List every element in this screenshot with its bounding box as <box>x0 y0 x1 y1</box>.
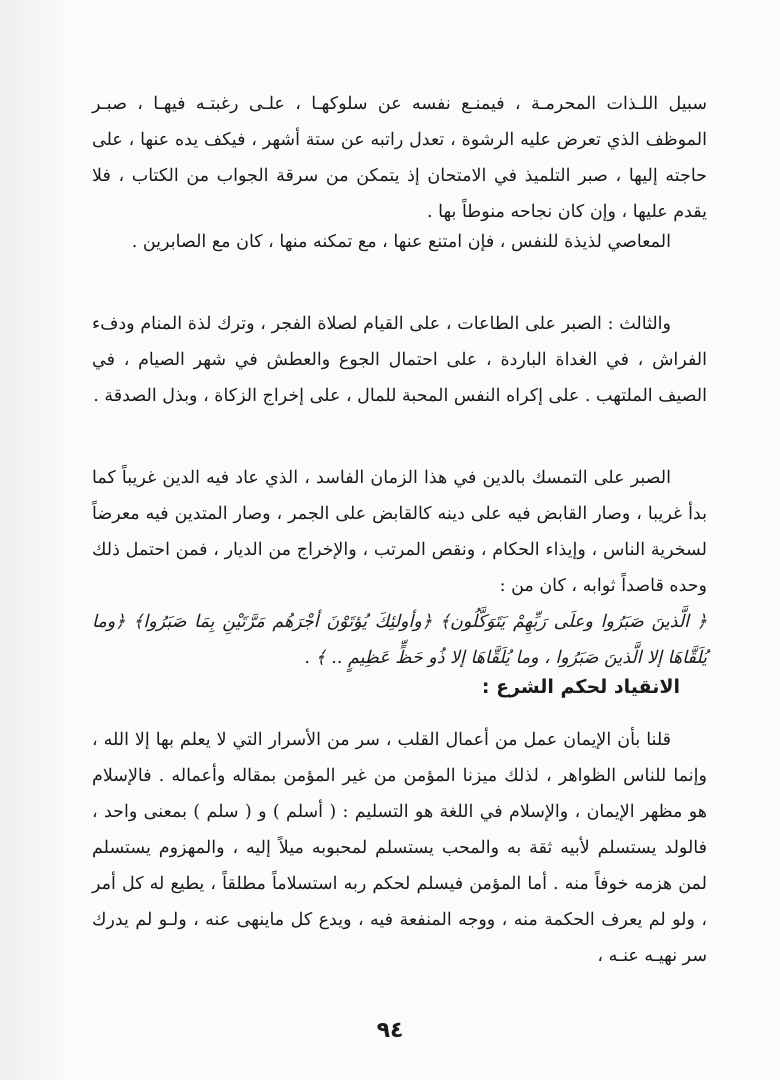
page-gutter-shadow <box>0 0 72 1080</box>
body-text-submission <box>92 722 707 974</box>
quran-verses: ﴿ الَّذينَ صَبَرُوا وعلَى رَبِّهِمْ يَتَوَكَّلُون﴾ ﴿وأولئِكَ يُؤتَوْنَ أجْرَهُم مَرَّتَيْنِ بِمَا صَبَرُوا﴾ ﴿وما يُلَقَّاهَا إلا الَّذينَ صَبَرُوا ، وما يُلَقَّاهَا إلا ذُو حَظٍّ عَظِيمٍ .. ﴾ . <box>92 612 707 668</box>
paragraph-3: والثالث : الصبر على الطاعات ، على القيام لصلاة الفجر ، وترك لذة المنام ودفء الفراش ، في الغداة الباردة ، على احتمال الجوع والعطش في شهر الصيام ، في الصيف الملتهب . على إكراه النفس المحبة للمال ، على إخراج الزكاة ، وبذل الصدقة . <box>92 314 707 406</box>
paragraph-5: قلنا بأن الإيمان عمل من أعمال القلب ، سر من الأسرار التي لا يعلم بها إلا الله ، وإنما للناس الظواهر ، لذلك ميزنا المؤمن من غير المؤمن بمقاله وأعماله . فالإسلام هو مظهر الإيمان ، والإسلام في اللغة هو التسليم : ( أسلم ) و ( سلم ) بمعنى واحد ، فالولد يستسلم لأبيه ثقة به والمحب يستسلم لمحبوبه ميلاً إليه ، والمهزوم يستسلم لمن هزمه خوفاً منه . أما المؤمن فيسلم لحكم ربه استسلاماً مطلقاً ، يطيع له كل أمر ، ولو لم يعرف الحكمة منه ، ووجه المنفعة فيه ، ويدع كل ماينهى عنه ، ولـو لم يدرك سر نهيـه عنـه ، <box>92 730 707 966</box>
paragraph-2: المعاصي لذيذة للنفس ، فإن امتنع عنها ، مع تمكنه منها ، كان مع الصابرين . <box>131 232 671 252</box>
paragraph-4: الصبر على التمسك بالدين في هذا الزمان الفاسد ، الذي عاد فيه الدين غريباً كما بدأ غريبا ، وصار القابض فيه على دينه كالقابض على الجمر ، وصار المتدين فيه معرضاً لسخرية الناس ، وإيذاء الحكام ، ونقص المرتب ، والإخراج من الديار ، فمن احتمل ذلك وحده قاصداً ثوابه ، كان من : <box>92 468 707 596</box>
section-heading: الانقياد لحكم الشرع : <box>481 676 680 698</box>
body-text-third <box>92 306 707 414</box>
body-text-top <box>92 86 707 230</box>
paragraph-1: سبيل اللـذات المحرمـة ، فيمنـع نفسه عن سلوكهـا ، علـى رغبتـه فيهـا ، صبـر الموظف الذي تعرض عليه الرشوة ، تعدل راتبه عن ستة أشهر ، فيكف يده عنها ، على حاجته إليها ، صبر التلميذ في الامتحان إذ يتمكن من سرقة الجواب من الكتاب ، فلا يقدم عليها ، وإن كان نجاحه منوطاً بها . <box>92 94 707 222</box>
body-text-religion <box>92 460 707 676</box>
body-text-sins <box>92 224 707 260</box>
page-number: ٩٤ <box>376 1018 404 1043</box>
